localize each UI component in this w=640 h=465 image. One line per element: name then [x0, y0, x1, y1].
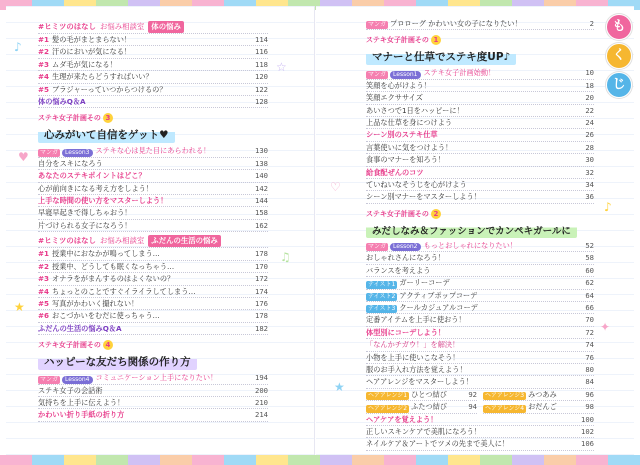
toc-entry[interactable] — [366, 339, 594, 351]
page-number: 178 — [255, 311, 268, 321]
page-number: 130 — [255, 146, 268, 156]
page-number: 58 — [585, 253, 594, 263]
toc-entry[interactable] — [366, 179, 594, 191]
toc-entry[interactable] — [38, 298, 268, 310]
entry-title: 定番アイテムを上手に使おう！ — [366, 315, 466, 325]
page-number: 98 — [585, 402, 594, 412]
entry-title: もっとおしゃれになりたい！ — [423, 240, 517, 250]
page-number: 28 — [585, 142, 594, 152]
section-kicker: #ヒミツのはなし — [38, 22, 96, 31]
page-number: 62 — [585, 278, 594, 288]
mokuji-title — [606, 14, 632, 98]
page-number: 172 — [255, 274, 268, 284]
page-number: 176 — [255, 298, 268, 308]
page-number: 18 — [585, 80, 594, 90]
toc-entry[interactable] — [366, 167, 594, 179]
toc-entry[interactable] — [366, 376, 594, 388]
entry-title: ひとつ結び — [411, 389, 447, 399]
entry-title: かわいい折り手紙の折り方 — [38, 410, 125, 420]
toc-entry-manga[interactable] — [366, 67, 594, 79]
toc-entry-prologue[interactable] — [366, 18, 594, 30]
page-number: 26 — [585, 130, 594, 140]
entry-title: 上手な時間の使い方をマスターしよう！ — [38, 196, 168, 206]
page-number: 32 — [585, 167, 594, 177]
toc-entry[interactable] — [38, 286, 268, 298]
bottom-washi-tape — [0, 455, 640, 465]
entry-title: 早寝早起きで得しちゃおう！ — [38, 208, 132, 218]
entry-number: #1 — [38, 35, 50, 44]
toc-entry[interactable] — [366, 92, 594, 104]
entry-title: 正しいスキンケアで美肌になろう！ — [366, 426, 482, 436]
entry-title: ムダ毛が気になる！ — [52, 59, 117, 69]
page-number: 10 — [585, 68, 594, 78]
entry-title: 汗のにおいが気になる！ — [52, 47, 132, 57]
entry-title: 給食配ぜんのコツ — [366, 167, 424, 177]
page-number: 22 — [585, 105, 594, 115]
page-number: 162 — [255, 220, 268, 230]
entry-title: 授業中、どうしても眠くなっちゃう… — [52, 261, 175, 271]
page-number: 120 — [255, 72, 268, 82]
star-icon: ★ — [334, 380, 345, 394]
entry-title: ちょっとのことですぐイライラしてしまう… — [52, 286, 196, 296]
toc-entry[interactable] — [38, 195, 268, 207]
plan-number: 1 — [431, 35, 441, 45]
toc-entry[interactable] — [38, 220, 268, 232]
page-number: 144 — [255, 196, 268, 206]
lesson-badge: Lesson3 — [62, 149, 92, 157]
entry-title: バランスを考えよう — [366, 265, 431, 275]
tape-segment — [224, 455, 256, 465]
entry-title: コミュニケーション上手になりたい！ — [95, 373, 218, 383]
plan-1-heading — [366, 35, 594, 65]
entry-title: ていねいなそうじを心がけよう — [366, 180, 467, 190]
plan-label — [38, 340, 268, 350]
taste-badge: ヘアアレンジ2 — [368, 404, 408, 412]
tape-segment — [384, 455, 416, 465]
plan-number: 4 — [103, 340, 113, 350]
entry-title: オナラをがまんするのはよくないの？ — [52, 274, 175, 284]
entry-number: #4 — [38, 72, 50, 82]
toc-entry[interactable] — [38, 46, 268, 58]
page-number: 66 — [585, 302, 594, 312]
manga-badge: マンガ — [368, 21, 387, 29]
page-number: 106 — [581, 439, 594, 449]
music-note-icon: ♫ — [280, 250, 291, 264]
page-number: 138 — [255, 158, 268, 168]
toc-entry[interactable] — [38, 34, 268, 46]
taste-badge: テイスト2 — [368, 292, 396, 300]
toc-entry[interactable] — [38, 59, 268, 71]
page-number: 116 — [255, 47, 268, 57]
toc-entry[interactable] — [38, 248, 268, 260]
toc-entry[interactable] — [366, 352, 594, 364]
toc-entry[interactable] — [366, 389, 477, 401]
mokuji-char: じ — [606, 72, 632, 98]
plan-number: 3 — [103, 113, 113, 123]
entry-title: あなたのステキポイントはどこ？ — [38, 171, 146, 181]
tape-segment — [448, 455, 480, 465]
entry-title: ふだんの生活の悩みQ＆A — [38, 323, 122, 333]
toc-entry-manga[interactable] — [38, 372, 268, 384]
plan-3-heading — [38, 113, 268, 143]
lesson-badge: Lesson4 — [62, 376, 92, 384]
toc-entry[interactable] — [366, 191, 594, 203]
entry-number: #1 — [38, 249, 50, 259]
toc-entry[interactable] — [38, 310, 268, 322]
entry-title: 生理が来たらどうすればいい？ — [52, 72, 153, 82]
toc-entry[interactable] — [366, 277, 594, 289]
toc-entry[interactable] — [483, 401, 594, 413]
page-number: 80 — [585, 364, 594, 374]
page-number: 100 — [581, 414, 594, 424]
page-number: 20 — [585, 93, 594, 103]
toc-entry[interactable] — [38, 273, 268, 285]
entry-title: クールカジュアルコーデ — [399, 302, 478, 312]
entry-title: 自分をスキになろう — [38, 158, 103, 168]
page-number: 96 — [585, 389, 594, 399]
toc-entry[interactable] — [366, 302, 594, 314]
toc-entry[interactable] — [38, 71, 268, 83]
entry-title: 「なんかチガウ！」を解決！ — [366, 340, 460, 350]
lesson-badge: Lesson1 — [390, 71, 420, 79]
tape-segment — [0, 455, 32, 465]
entry-number: #3 — [38, 59, 50, 69]
toc-entry[interactable] — [366, 426, 594, 438]
entry-title: 心が前向きになる考え方をしよう！ — [38, 183, 154, 193]
page-number: 2 — [589, 19, 594, 28]
entry-title: 小物を上手に使いこなそう！ — [366, 352, 460, 362]
tape-segment — [512, 455, 544, 465]
toc-entry[interactable] — [366, 129, 594, 141]
plan-number: 2 — [431, 209, 441, 219]
plan-label — [366, 209, 594, 219]
star-icon: ★ — [14, 300, 25, 314]
section-header-daily-life-worries — [38, 235, 268, 248]
entry-title: 片づけられる女子になろう！ — [38, 220, 132, 230]
page-number: 214 — [255, 410, 268, 420]
page-number: 76 — [585, 352, 594, 362]
page-number: 70 — [585, 315, 594, 325]
toc-entry-manga[interactable] — [38, 145, 268, 157]
lightbulb-icon: ✦ — [600, 320, 611, 334]
entry-title: ブラジャーっていつからつけるの？ — [52, 84, 167, 94]
tape-segment — [64, 455, 96, 465]
lesson-badge: Lesson2 — [390, 243, 420, 251]
page-number: 182 — [255, 323, 268, 333]
entry-title: ステキ女子計画始動！ — [423, 68, 496, 78]
manga-badge: マンガ — [40, 148, 59, 156]
toc-entry[interactable] — [366, 414, 594, 426]
page-number: 200 — [255, 385, 268, 395]
toc-entry[interactable] — [366, 438, 594, 450]
tape-segment — [480, 455, 512, 465]
toc-entry[interactable] — [366, 364, 594, 376]
entry-title: ステキ女子の会話術 — [38, 385, 103, 395]
tape-segment — [576, 455, 608, 465]
plan-label-text: ステキ女子計画その — [38, 341, 101, 350]
entry-number: #5 — [38, 298, 50, 308]
taste-badge: ヘアアレンジ3 — [485, 392, 525, 400]
heart-icon: ♡ — [330, 180, 341, 194]
entry-title: 写真がかわいく撮れない！ — [52, 298, 139, 308]
entry-number: #3 — [38, 274, 50, 284]
tape-segment — [256, 455, 288, 465]
left-toc-column — [38, 18, 268, 422]
entry-title: 授業中におなかが鳴ってしまう… — [52, 249, 160, 259]
entry-title: ネイルケア＆アートでツメの先まで美人に！ — [366, 439, 510, 449]
page-number: 178 — [255, 249, 268, 259]
toc-entry[interactable] — [366, 80, 594, 92]
entry-title: 笑顔を心がけよう！ — [366, 80, 431, 90]
section-header-body-worries — [38, 21, 268, 34]
toc-entry[interactable] — [38, 323, 268, 335]
page-number: 24 — [585, 118, 594, 128]
page-number: 174 — [255, 286, 268, 296]
plan-label-text: ステキ女子計画その — [366, 36, 429, 45]
page-number: 36 — [585, 192, 594, 202]
entry-title: 気持ちを上手に伝えよう！ — [38, 397, 125, 407]
tape-segment — [352, 455, 384, 465]
plan-title: 心みがいて自信をゲット♥ — [38, 126, 175, 143]
section-title: ふだんの生活の悩み — [148, 235, 221, 247]
page-number: 158 — [255, 208, 268, 218]
tape-segment — [192, 455, 224, 465]
entry-title: 体型別にコーデしよう！ — [366, 327, 446, 337]
page-number: 118 — [255, 59, 268, 69]
toc-entry[interactable] — [38, 183, 268, 195]
entry-number: #2 — [38, 47, 50, 57]
tape-segment — [32, 455, 64, 465]
toc-entry[interactable] — [366, 401, 477, 413]
entry-title: あいさつで1日をハッピーに！ — [366, 105, 464, 115]
entry-title: 体の悩みQ＆A — [38, 97, 86, 107]
entry-number: #4 — [38, 286, 50, 296]
section-title: 体の悩み — [148, 21, 184, 33]
taste-badge: テイスト3 — [368, 305, 396, 313]
entry-title: シーン別のステキ仕草 — [366, 130, 438, 140]
toc-entry[interactable] — [38, 170, 268, 182]
entry-title: ヘアアレンジをマスターしよう！ — [366, 377, 473, 387]
tape-segment — [160, 455, 192, 465]
hair-arrange-pair — [366, 401, 594, 413]
taste-badge: ヘアアレンジ4 — [485, 404, 525, 412]
toc-entry[interactable] — [366, 327, 594, 339]
toc-entry[interactable] — [366, 154, 594, 166]
entry-title: シーン別マナーをマスターしよう！ — [366, 192, 481, 202]
page-number: 52 — [585, 240, 594, 250]
toc-entry[interactable] — [366, 314, 594, 326]
page-number: 74 — [585, 340, 594, 350]
heart-icon: ♥ — [18, 150, 29, 164]
entry-title: ふたつ結び — [411, 402, 448, 412]
plan-title: みだしなみ＆ファッションでカンペキガールに — [366, 222, 577, 238]
entry-title: アクティブポップコーデ — [399, 290, 478, 300]
entry-title: ガーリーコーデ — [399, 278, 450, 288]
page-number: 140 — [255, 171, 268, 181]
plan-label — [366, 35, 594, 45]
tape-segment — [608, 455, 640, 465]
hair-arrange-pair — [366, 389, 594, 401]
section-kicker: お悩み相談室 — [99, 22, 145, 31]
tape-segment — [288, 455, 320, 465]
page-number: 30 — [585, 155, 594, 165]
page-number: 102 — [581, 426, 594, 436]
page-number: 72 — [585, 327, 594, 337]
toc-entry[interactable] — [366, 252, 594, 264]
entry-title: おしゃれさんになろう！ — [366, 253, 446, 263]
page-number: 122 — [255, 84, 268, 94]
toc-entry[interactable] — [38, 261, 268, 273]
tape-segment — [96, 455, 128, 465]
taste-badge: ヘアアレンジ1 — [368, 392, 408, 400]
plan-2-heading — [366, 209, 594, 238]
entry-number: #2 — [38, 261, 50, 271]
plan-title: マナーと仕草でステキ度UP♪ — [366, 48, 516, 65]
page-number: 128 — [255, 97, 268, 107]
toc-entry-manga[interactable] — [366, 240, 594, 252]
mokuji-char: く — [606, 43, 632, 69]
entry-number: #5 — [38, 84, 50, 94]
page-number: 210 — [255, 397, 268, 407]
tape-segment — [320, 455, 352, 465]
toc-entry[interactable] — [38, 96, 268, 108]
page-number: 84 — [585, 377, 594, 387]
page-number: 142 — [255, 183, 268, 193]
entry-title: 上品な仕草を身につけよう — [366, 118, 453, 128]
section-kicker: #ヒミツのはなし — [38, 236, 96, 246]
entry-title: みつあみ — [528, 389, 557, 399]
entry-title: プロローグ かわいい女の子になりたい！ — [390, 19, 522, 28]
entry-title: ステキな心は見た目にあらわれる！ — [95, 146, 211, 156]
entry-title: 言葉使いに気をつけよう！ — [366, 142, 453, 152]
toc-entry[interactable] — [38, 207, 268, 219]
page-number: 34 — [585, 180, 594, 190]
toc-entry[interactable] — [38, 397, 268, 409]
toc-entry[interactable] — [38, 84, 268, 96]
tape-segment — [544, 455, 576, 465]
toc-entry[interactable] — [38, 385, 268, 397]
page-number: 92 — [468, 389, 477, 399]
page-number: 194 — [255, 373, 268, 383]
manga-badge: マンガ — [368, 70, 387, 78]
toc-entry[interactable] — [483, 389, 594, 401]
toc-entry[interactable] — [366, 105, 594, 117]
mokuji-char: も — [606, 14, 632, 40]
page-number: 60 — [585, 265, 594, 275]
toc-entry[interactable] — [38, 158, 268, 170]
entry-title: 食事のマナーを知ろう！ — [366, 155, 446, 165]
manga-badge: マンガ — [368, 243, 387, 251]
tape-segment — [128, 455, 160, 465]
plan-label-text: ステキ女子計画その — [366, 209, 429, 218]
page-number: 94 — [468, 402, 477, 412]
entry-title: おこづかいをむだに使っちゃう… — [52, 311, 160, 321]
toc-entry[interactable] — [366, 117, 594, 129]
plan-label-text: ステキ女子計画その — [38, 114, 101, 123]
section-kicker: お悩み相談室 — [99, 236, 145, 246]
entry-title: ヘアケアを覚えよう！ — [366, 414, 438, 424]
page-number: 64 — [585, 290, 594, 300]
plan-4-heading — [38, 340, 268, 370]
entry-number: #6 — [38, 311, 50, 321]
page-number: 170 — [255, 261, 268, 271]
tape-segment — [416, 455, 448, 465]
manga-badge: マンガ — [40, 375, 59, 383]
entry-title: 笑顔エクササイズ — [366, 93, 423, 103]
toc-entry[interactable] — [38, 409, 268, 421]
plan-title: ハッピーな友だち関係の作り方 — [38, 353, 197, 370]
toc-entry[interactable] — [366, 290, 594, 302]
toc-entry[interactable] — [366, 142, 594, 154]
right-toc-column — [366, 18, 594, 451]
entry-title: おだんご — [528, 402, 557, 412]
toc-entry[interactable] — [366, 265, 594, 277]
taste-badge: テイスト1 — [368, 280, 396, 288]
music-note-icon: ♪ — [14, 40, 22, 54]
music-note-icon: ♪ — [604, 200, 612, 214]
plan-label — [38, 113, 268, 123]
entry-title: 服のお手入れ方法を覚えよう！ — [366, 364, 467, 374]
page-number: 114 — [255, 35, 268, 44]
star-icon: ☆ — [276, 60, 287, 74]
entry-title: 髪の毛がまとまらない！ — [52, 35, 132, 44]
